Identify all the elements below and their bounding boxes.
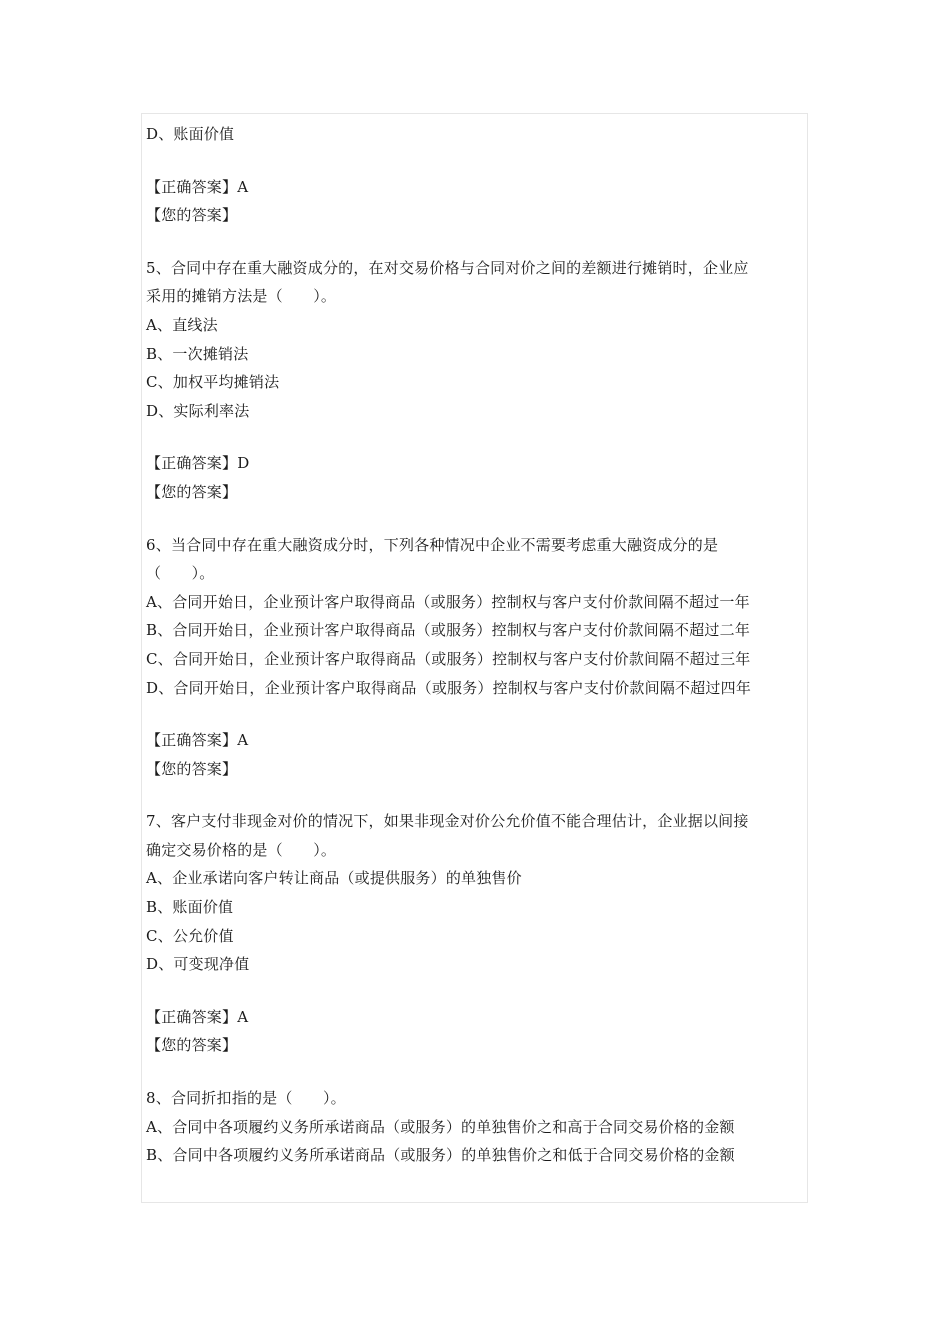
option-b: B、一次摊销法 xyxy=(146,344,249,363)
question-stem: 确定交易价格的是（ ）。 xyxy=(146,840,337,859)
your-answer: 【您的答案】 xyxy=(146,482,238,501)
option-a: A、合同开始日，企业预计客户取得商品（或服务）控制权与客户支付价款间隔不超过一年 xyxy=(146,592,750,611)
exam-content xyxy=(146,120,808,1170)
correct-answer: 【正确答案】A xyxy=(146,177,249,196)
option-a: A、直线法 xyxy=(146,315,218,334)
option-b: B、合同中各项履约义务所承诺商品（或服务）的单独售价之和低于合同交易价格的金额 xyxy=(146,1146,735,1165)
your-answer: 【您的答案】 xyxy=(146,1036,238,1055)
question-8 xyxy=(146,1084,808,1170)
your-answer: 【您的答案】 xyxy=(146,206,238,225)
question-stem: 5、合同中存在重大融资成分的，在对交易价格与合同对价之间的差额进行摊销时，企业应 xyxy=(146,258,749,277)
question-6 xyxy=(146,531,808,784)
spacer xyxy=(146,149,808,173)
option-c: C、公允价值 xyxy=(146,926,234,945)
question-stem: 采用的摊销方法是（ ）。 xyxy=(146,287,337,306)
spacer xyxy=(146,783,808,807)
option-d: D、可变现净值 xyxy=(146,955,250,974)
question-7 xyxy=(146,807,808,1060)
spacer xyxy=(146,1060,808,1084)
option-a: A、合同中各项履约义务所承诺商品（或服务）的单独售价之和高于合同交易价格的金额 xyxy=(146,1117,735,1136)
option-b: B、合同开始日，企业预计客户取得商品（或服务）控制权与客户支付价款间隔不超过二年 xyxy=(146,621,751,640)
option-b: B、账面价值 xyxy=(146,898,234,917)
option-c: C、合同开始日，企业预计客户取得商品（或服务）控制权与客户支付价款间隔不超过三年 xyxy=(146,649,751,668)
spacer xyxy=(146,979,808,1003)
spacer xyxy=(146,425,808,449)
document-page xyxy=(141,113,808,1203)
option-d: D、实际利率法 xyxy=(146,401,250,420)
option-a: A、企业承诺向客户转让商品（或提供服务）的单独售价 xyxy=(146,869,522,888)
spacer xyxy=(146,702,808,726)
question-stem: 8、合同折扣指的是（ ）。 xyxy=(146,1089,346,1108)
correct-answer: 【正确答案】A xyxy=(146,731,249,750)
spacer xyxy=(146,507,808,531)
question-5 xyxy=(146,254,808,507)
option-d: D、账面价值 xyxy=(146,125,235,143)
correct-answer: 【正确答案】A xyxy=(146,1007,249,1026)
spacer xyxy=(146,230,808,254)
question-stem: 6、当合同中存在重大融资成分时，下列各种情况中企业不需要考虑重大融资成分的是 xyxy=(146,535,719,554)
your-answer: 【您的答案】 xyxy=(146,759,238,778)
option-d: D、合同开始日，企业预计客户取得商品（或服务）控制权与客户支付价款间隔不超过四年 xyxy=(146,678,752,697)
question-stem: 7、客户支付非现金对价的情况下，如果非现金对价公允价值不能合理估计，企业据以间接 xyxy=(146,812,749,831)
option-c: C、加权平均摊销法 xyxy=(146,373,280,392)
correct-answer: 【正确答案】D xyxy=(146,454,250,473)
question-stem: （ ）。 xyxy=(146,564,215,583)
